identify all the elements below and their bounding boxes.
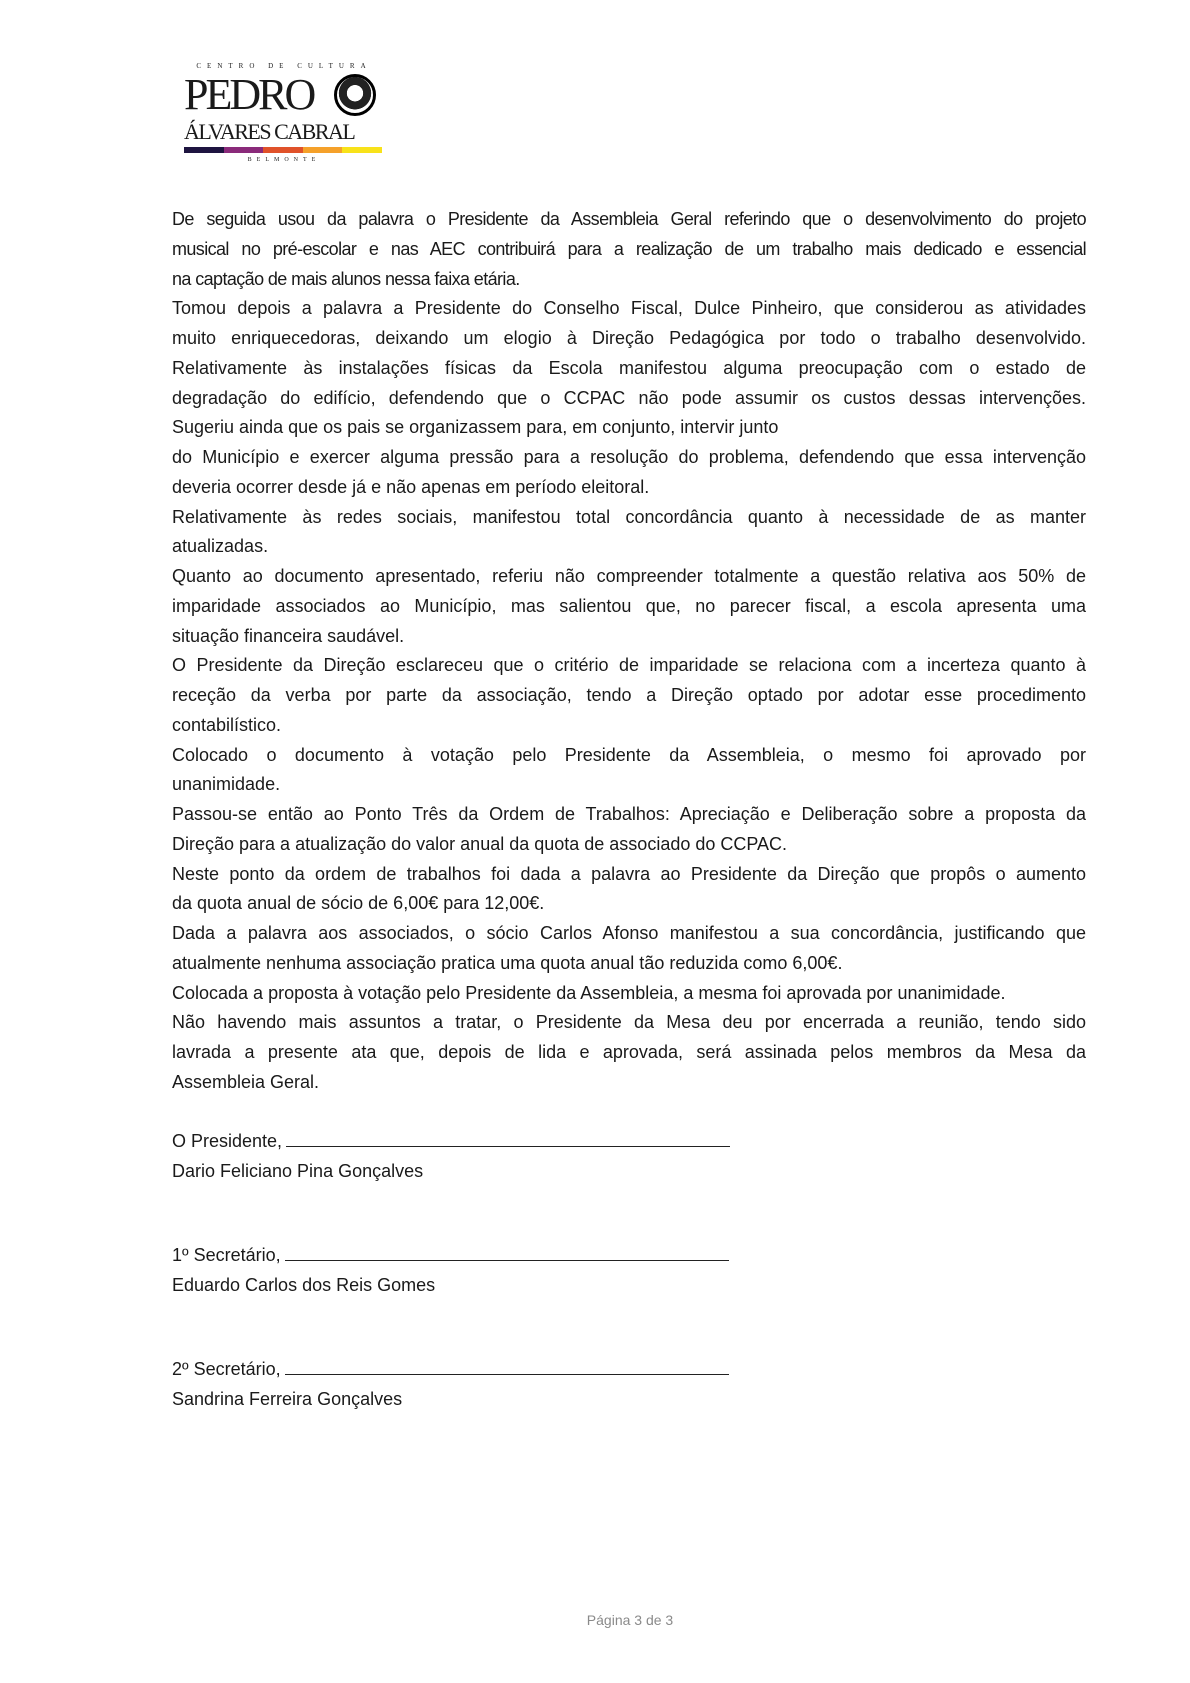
text-line: lavrada a presente ata que, depois de lida e aprovada, será assinada pelos membros da Mesa da	[172, 1042, 1086, 1062]
text-line: Quanto ao documento apresentado, referiu não compreender totalmente a questão relativa aos 50% de	[172, 566, 1086, 586]
text-line: atualmente nenhuma associação pratica uma quota anual tão reduzida como 6,00€.	[172, 952, 843, 973]
text-line: Relativamente às instalações físicas da Escola manifestou alguma preocupação com o estado de	[172, 357, 1086, 378]
signature-entry	[172, 1126, 730, 1186]
organization-logo	[184, 62, 384, 166]
text-line: imparidade associados ao Município, mas salientou que, no parecer fiscal, a escola apresenta uma	[172, 595, 1086, 616]
signature-line	[285, 1356, 729, 1375]
paragraph	[172, 294, 1086, 443]
stripe	[303, 147, 343, 153]
paragraph	[172, 860, 1086, 920]
paragraph	[172, 562, 1086, 651]
paragraph	[172, 503, 1086, 563]
paragraph	[172, 800, 1086, 860]
paragraph	[172, 205, 1086, 294]
logo-bottom-text: BELMONTE	[247, 157, 321, 163]
text-line: Sugeriu ainda que os pais se organizassem para, em conjunto, intervir junto	[172, 417, 779, 438]
text-line: musical no pré-escolar e nas AEC contribuirá para a realização de um trabalho mais dedicado e essencial	[172, 238, 1086, 259]
signature-line	[285, 1242, 729, 1261]
text-line: Passou-se então ao Ponto Três da Ordem de Trabalhos: Apreciação e Deliberação sobre a proposta da	[172, 804, 1086, 824]
signature-line	[286, 1128, 730, 1147]
signature-entry	[172, 1240, 729, 1300]
text-line: Neste ponto da ordem de trabalhos foi dada a palavra ao Presidente da Direção que propôs o aumento	[172, 863, 1086, 884]
text-line: degradação do edifício, defendendo que o CCPAC não pode assumir os custos dessas intervenções.	[172, 387, 1086, 408]
text-line: da quota anual de sócio de 6,00€ para 12,00€.	[172, 893, 545, 914]
text-line: De seguida usou da palavra o Presidente da Assembleia Geral referindo que o desenvolvimento do projeto	[172, 209, 1086, 229]
text-line: Direção para a atualização do valor anual da quota de associado do CCPAC.	[172, 833, 788, 854]
text-line: Relativamente às redes sociais, manifestou total concordância quanto à necessidade de as manter	[172, 506, 1086, 527]
stripe	[342, 147, 382, 153]
logo-name-line2: ÁLVARES CABRAL	[184, 119, 355, 144]
logo-top-text: CENTRO DE CULTURA	[196, 62, 372, 70]
signature-role: 1º Secretário,	[172, 1245, 281, 1265]
text-line: atualizadas.	[172, 536, 269, 557]
text-line: receção da verba por parte da associação, tendo a Direção optado por adotar esse procedimento	[172, 685, 1086, 705]
text-line: O Presidente da Direção esclareceu que o critério de imparidade se relaciona com a incerteza quanto à	[172, 655, 1086, 676]
text-line: muito enriquecedoras, deixando um elogio à Direção Pedagógica por todo o trabalho desenvolvido.	[172, 328, 1086, 348]
signatory-name: Sandrina Ferreira Gonçalves	[172, 1389, 403, 1409]
signature-entry	[172, 1354, 729, 1414]
paragraph	[172, 979, 1086, 1009]
text-line: Colocado o documento à votação pelo Presidente da Assembleia, o mesmo foi aprovado por	[172, 744, 1086, 765]
text-line: unanimidade.	[172, 774, 281, 795]
stripe	[224, 147, 264, 153]
logo-name-line1: PEDRO	[184, 70, 314, 119]
text-line: na captação de mais alunos nessa faixa etária.	[172, 268, 520, 289]
signatory-name: Eduardo Carlos dos Reis Gomes	[172, 1275, 436, 1295]
text-line: do Município e exercer alguma pressão para a resolução do problema, defendendo que essa intervenção	[172, 447, 1086, 467]
signature-role: O Presidente,	[172, 1131, 283, 1151]
paragraph	[172, 741, 1086, 801]
paragraph	[172, 651, 1086, 740]
paragraph	[172, 919, 1086, 979]
signature-role: 2º Secretário,	[172, 1359, 281, 1379]
portrait-icon	[334, 74, 376, 116]
stripe	[263, 147, 303, 153]
signatory-name: Dario Feliciano Pina Gonçalves	[172, 1161, 424, 1181]
text-line: deveria ocorrer desde já e não apenas em período eleitoral.	[172, 476, 650, 497]
page-number: Página 3 de 3	[586, 1612, 674, 1628]
text-line: Assembleia Geral.	[172, 1071, 320, 1092]
document-body	[172, 205, 1086, 1098]
text-line: Não havendo mais assuntos a tratar, o Presidente da Mesa deu por encerrada a reunião, tendo sido	[172, 1012, 1086, 1033]
text-line: situação financeira saudável.	[172, 625, 405, 646]
text-line: contabilístico.	[172, 714, 282, 735]
stripe	[184, 147, 224, 153]
text-line: Dada a palavra aos associados, o sócio Carlos Afonso manifestou a sua concordância, justificando que	[172, 923, 1086, 943]
logo-color-stripes	[184, 147, 382, 153]
paragraph	[172, 1008, 1086, 1097]
text-line: Colocada a proposta à votação pelo Presidente da Assembleia, a mesma foi aprovada por unanimidade.	[172, 982, 1006, 1003]
text-line: Tomou depois a palavra a Presidente do Conselho Fiscal, Dulce Pinheiro, que considerou as atividades	[172, 298, 1086, 319]
paragraph	[172, 443, 1086, 503]
